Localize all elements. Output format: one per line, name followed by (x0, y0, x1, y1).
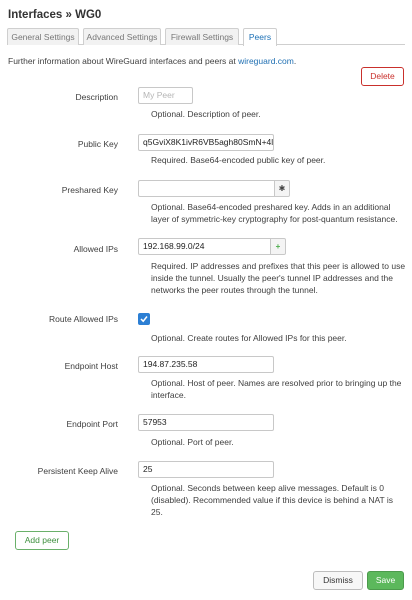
save-button[interactable]: Save (367, 571, 404, 590)
description-input[interactable] (138, 87, 193, 104)
keep-alive-label: Persistent Keep Alive (37, 466, 118, 476)
preshared-key-help: Optional. Base64-encoded preshared key. Adds in an additional layer of symmetric-key cryptography for post-quantum resistance. (151, 202, 398, 224)
checkmark-icon (140, 315, 148, 323)
dismiss-button[interactable]: Dismiss (313, 571, 363, 590)
plus-icon[interactable]: + (270, 238, 286, 255)
allowed-ips-label: Allowed IPs (73, 244, 118, 254)
description-help: Optional. Description of peer. (151, 109, 261, 119)
endpoint-port-help: Optional. Port of peer. (151, 437, 234, 447)
wireguard-link[interactable]: wireguard.com (238, 56, 294, 66)
tab-advanced-settings[interactable]: Advanced Settings (83, 28, 161, 45)
asterisk-icon[interactable]: ✱ (274, 180, 290, 197)
keep-alive-help: Optional. Seconds between keep alive messages. Default is 0 (disabled). Recommended value if this device is behind a NAT is 25. (151, 483, 394, 517)
endpoint-host-label: Endpoint Host (64, 361, 118, 371)
info-prefix: Further information about WireGuard interfaces and peers at (8, 56, 239, 66)
page-title: Interfaces » WG0 (8, 9, 102, 21)
allowed-ips-input[interactable] (138, 238, 286, 255)
endpoint-host-input[interactable]: 194.87.235.58 (138, 356, 274, 373)
public-key-input[interactable]: q5GviX8K1ivR6VB5agh80SmN+4l (138, 134, 274, 151)
info-text (8, 56, 296, 66)
preshared-key-input[interactable] (138, 180, 290, 197)
delete-button[interactable]: Delete (361, 67, 404, 86)
endpoint-host-help: Optional. Host of peer. Names are resolved prior to bringing up the interface. (151, 378, 402, 400)
route-allowed-ips-help: Optional. Create routes for Allowed IPs for this peer. (151, 333, 347, 343)
route-allowed-ips-checkbox[interactable] (138, 313, 150, 325)
tab-general-settings[interactable]: General Settings (7, 28, 79, 45)
tab-peers[interactable]: Peers (243, 28, 277, 46)
tab-bar (7, 28, 405, 45)
description-label: Description (75, 92, 118, 102)
info-suffix: . (293, 56, 297, 66)
preshared-key-label: Preshared Key (61, 185, 118, 195)
keep-alive-input[interactable]: 25 (138, 461, 274, 478)
public-key-label: Public Key (77, 139, 118, 149)
route-allowed-ips-label: Route Allowed IPs (49, 314, 118, 324)
add-peer-button[interactable]: Add peer (15, 531, 69, 550)
endpoint-port-input[interactable]: 57953 (138, 414, 274, 431)
description-placeholder: My Peer (143, 90, 175, 100)
public-key-help: Required. Base64-encoded public key of peer. (151, 155, 326, 165)
allowed-ips-help: Required. IP addresses and prefixes that this peer is allowed to use inside the tunnel. Usually the peer's tunnel IP addresses and the networks the peer routes through the tunnel. (151, 261, 406, 295)
allowed-ips-value: 192.168.99.0/24 (143, 241, 205, 251)
endpoint-port-label: Endpoint Port (66, 419, 118, 429)
tab-firewall-settings[interactable]: Firewall Settings (165, 28, 239, 45)
